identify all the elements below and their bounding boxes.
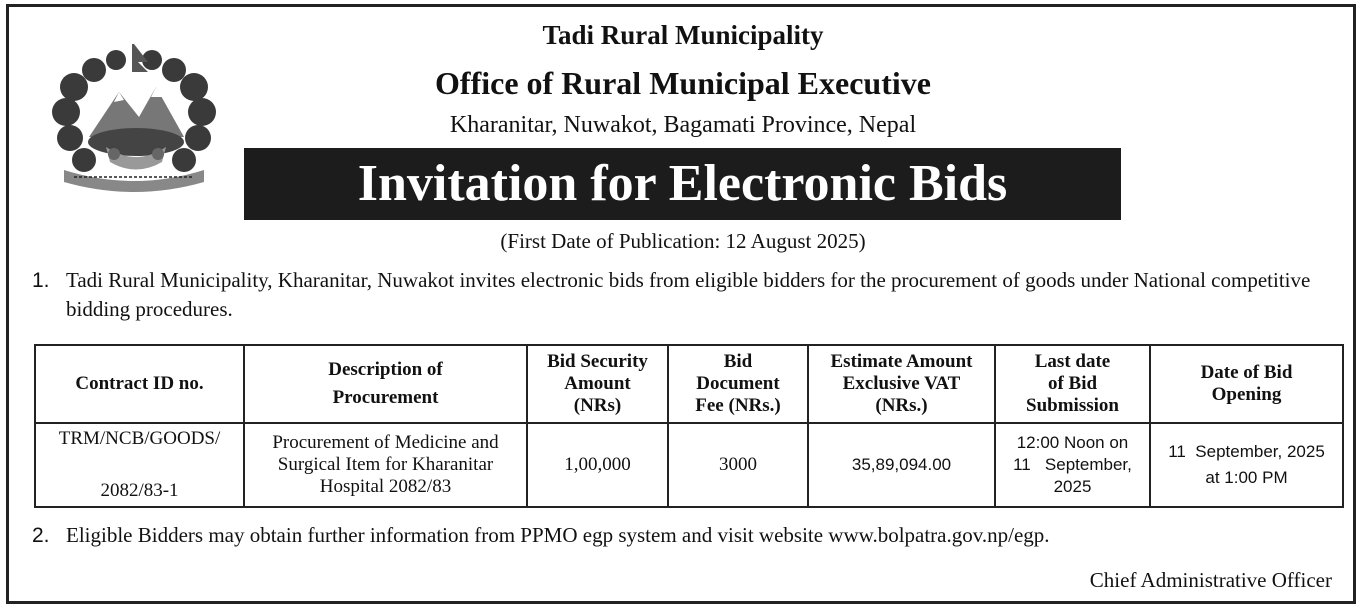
table-header-row	[35, 345, 1343, 423]
cell-opening-date: 11 September, 2025 at 1:00 PM	[1150, 423, 1343, 507]
office-address: Kharanitar, Nuwakot, Bagamati Province, Nepal	[449, 112, 917, 138]
bid-table	[34, 344, 1344, 508]
office-name: Office of Rural Municipal Executive	[435, 65, 931, 101]
header-bid-security: Bid Security Amount (NRs)	[527, 345, 668, 423]
paragraph-number: 2.	[32, 524, 50, 547]
paragraph-text: Eligible Bidders may obtain further information from PPMO egp system and visit website www.bolpatra.gov.np/egp.	[66, 523, 1050, 547]
notice-title-banner: Invitation for Electronic Bids	[244, 148, 1121, 220]
cell-contract-id: TRM/NCB/GOODS/ 2082/83-1	[35, 423, 244, 507]
cell-bid-security: 1,00,000	[527, 423, 668, 507]
paragraph-number: 1.	[32, 269, 50, 292]
municipality-name: Tadi Rural Municipality	[542, 20, 824, 50]
cell-description: Procurement of Medicine and Surgical Item for Kharanitar Hospital 2082/83	[244, 423, 527, 507]
cell-doc-fee: 3000	[668, 423, 808, 507]
paragraph-2	[32, 521, 1342, 550]
header-last-date: Last date of Bid Submission	[995, 345, 1150, 423]
paragraph-text: Tadi Rural Municipality, Kharanitar, Nuwakot invites electronic bids from eligible bidders for the procurement of goods under National competitive bidding procedures.	[66, 268, 1311, 321]
header-opening-date: Date of Bid Opening	[1150, 345, 1343, 423]
cell-last-date: 12:00 Noon on 11 September, 2025	[995, 423, 1150, 507]
publication-date: (First Date of Publication: 12 August 2025)	[500, 229, 866, 253]
header-doc-fee: Bid Document Fee (NRs.)	[668, 345, 808, 423]
signature-title: Chief Administrative Officer	[1089, 568, 1332, 592]
cell-estimate: 35,89,094.00	[808, 423, 995, 507]
paragraph-1	[32, 266, 1342, 324]
header-estimate: Estimate Amount Exclusive VAT (NRs.)	[808, 345, 995, 423]
header-contract-id: Contract ID no.	[35, 345, 244, 423]
table-row	[35, 423, 1343, 507]
header-description: Description of Procurement	[244, 345, 527, 423]
